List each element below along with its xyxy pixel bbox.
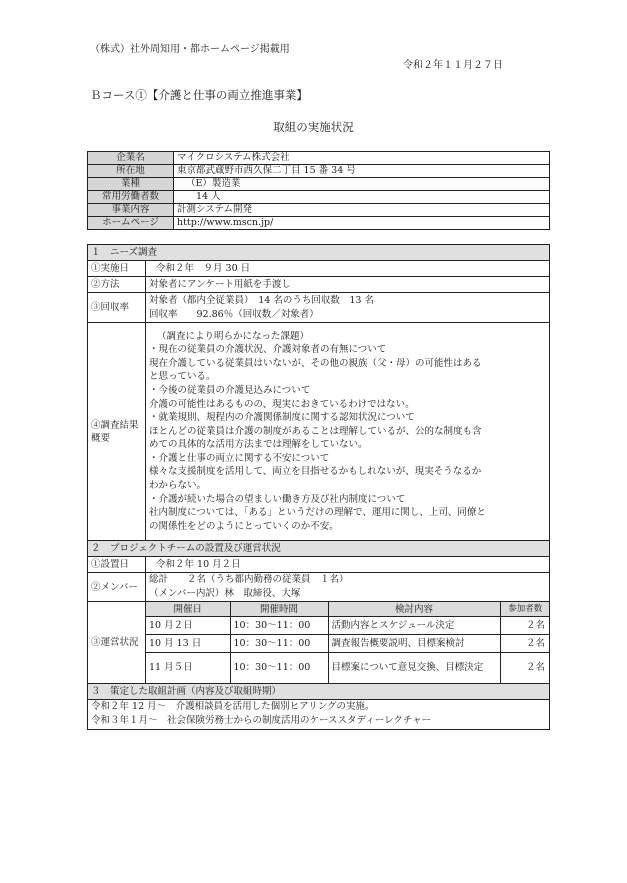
company-row [88, 152, 550, 165]
address-label: 所在地 [88, 165, 174, 178]
meeting-content: 調査報告概要説明、目標案検討 [328, 635, 500, 653]
setup-date-value: 令和２年 10 月２日 [146, 557, 550, 573]
survey-method-value: 対象者にアンケート用紙を手渡し [146, 277, 550, 293]
meeting-count: ２名 [500, 635, 550, 653]
business-label: 事業内容 [88, 204, 174, 217]
meetings-table [146, 602, 550, 683]
operations-label: ③運営状況 [88, 602, 146, 684]
meeting-date: 10 月 13 日 [146, 635, 230, 653]
company-row [88, 165, 550, 178]
meeting-count: ２名 [500, 653, 550, 683]
meeting-date: 11 月５日 [146, 653, 230, 683]
results-line: ・介護が続いた場合の望ましい働き方及び社内制度について [149, 493, 406, 505]
document-date: 令和２年１１月２７日 [403, 60, 503, 71]
meeting-row [146, 617, 550, 635]
company-row [88, 204, 550, 217]
response-rate-value [146, 293, 550, 323]
results-line: ・今後の従業員の介護見込みについて [149, 384, 311, 396]
report-table [87, 244, 550, 730]
company-row [88, 217, 550, 230]
meeting-row [146, 635, 550, 653]
meeting-time: 10：30～11：00 [230, 653, 328, 683]
company-name-label: 企業名 [88, 152, 174, 165]
industry-value: （E）製造業 [174, 178, 550, 191]
results-line: の関係性をどのようにとっていくのか不安。 [149, 520, 339, 532]
meeting-time-header: 開催時間 [230, 602, 328, 617]
survey-method-label: ②方法 [88, 277, 146, 293]
plan-line: 令和３年１月～ 社会保険労務士からの制度活用のケーススタディーレクチャー [91, 715, 432, 726]
response-rate-label: ③回収率 [88, 293, 146, 323]
meeting-content: 目標案について意見交換、目標決定 [328, 653, 500, 683]
members-label: ②メンバー [88, 573, 146, 602]
survey-results-label: ④調査結果概要 [88, 323, 146, 541]
employees-value: 14 人 [174, 191, 550, 204]
homepage-link[interactable]: http://www.mscn.jp/ [174, 217, 550, 230]
meeting-count: ２名 [500, 617, 550, 635]
results-line: 介護の可能性はあるものの、現実におきているわけではない。 [149, 398, 415, 410]
meeting-time: 10：30～11：00 [230, 635, 328, 653]
survey-date-value: 令和２年 ９月 30 日 [146, 261, 550, 277]
results-line: と思っている。 [149, 371, 216, 383]
business-value: 計測システム開発 [174, 204, 550, 217]
survey-date-label: ①実施日 [88, 261, 146, 277]
company-info-table [87, 151, 550, 230]
section1-heading: １ ニーズ調査 [88, 245, 550, 261]
company-row [88, 178, 550, 191]
results-line: （調査により明らかになった課題） [157, 330, 310, 342]
publication-note: （株式）社外周知用・都ホームページ掲載用 [90, 44, 290, 55]
results-line: わからない。 [149, 480, 207, 492]
course-title: Ｂコース①【介護と仕事の両立推進事業】 [90, 88, 308, 102]
members-line: （メンバー内訳）林 取締役、大塚 [149, 588, 301, 599]
meetings-header-row [146, 602, 550, 617]
meeting-time: 10：30～11：00 [230, 617, 328, 635]
members-line: 総計 ２名（うち都内勤務の従業員 １名） [149, 574, 349, 586]
plan-body [88, 699, 550, 729]
meeting-content-header: 検討内容 [328, 602, 500, 617]
response-rate-line: 対象者（都内全従業員） 14 名のうち回収数 13 名 [149, 294, 374, 306]
section2-heading: ２ プロジェクトチームの設置及び運営状況 [88, 541, 550, 557]
results-line: ・現在の従業員の介護状況、介護対象者の有無について [149, 344, 387, 356]
section3-heading: ３ 策定した取組計画（内容及び取組時期） [88, 683, 550, 699]
results-line: ほとんどの従業員は介護の制度があることは理解しているが、公的な制度も含 [149, 425, 482, 437]
response-rate-line: 回収率 92.86％（回収数／対象者） [149, 308, 319, 320]
meeting-count-header: 参加者数 [500, 602, 550, 617]
company-row [88, 191, 550, 204]
meeting-row [146, 653, 550, 683]
meeting-content: 活動内容とスケジュール決定 [328, 617, 500, 635]
plan-line: 令和２年 12 月～ 介護相談員を活用した個別ヒアリングの実施。 [91, 701, 375, 713]
industry-label: 業種 [88, 178, 174, 191]
results-line: 様々な支援制度を活用して、両立を目指せるかもしれないが、現実そうなるか [149, 466, 482, 478]
employees-label: 常用労働者数 [88, 191, 174, 204]
results-line: めての具体的な活用方法までは理解をしていない。 [149, 439, 368, 451]
results-line: 社内制度については、「ある」というだけの理解で、運用に関し、上司、同僚と [149, 507, 486, 519]
members-value [146, 573, 550, 602]
homepage-label: ホームページ [88, 217, 174, 230]
address-value: 東京都武蔵野市西久保二丁目 15 番 34 号 [174, 165, 550, 178]
meeting-date-header: 開催日 [146, 602, 230, 617]
meetings-cell [146, 602, 550, 684]
setup-date-label: ①設置日 [88, 557, 146, 573]
company-name-value: マイクロシステム株式会社 [174, 152, 550, 165]
results-line: ・介護と仕事の両立に関する不安について [149, 452, 330, 464]
meeting-date: 10 月２日 [146, 617, 230, 635]
document-title: 取組の実施状況 [273, 120, 354, 134]
results-line: 現在介護している従業員はいないが、その他の親族（父・母）の可能性はある [149, 357, 482, 369]
results-line: ・就業規則、規程内の介護関係制度に関する認知状況について [149, 412, 415, 424]
survey-results-body [146, 323, 550, 541]
